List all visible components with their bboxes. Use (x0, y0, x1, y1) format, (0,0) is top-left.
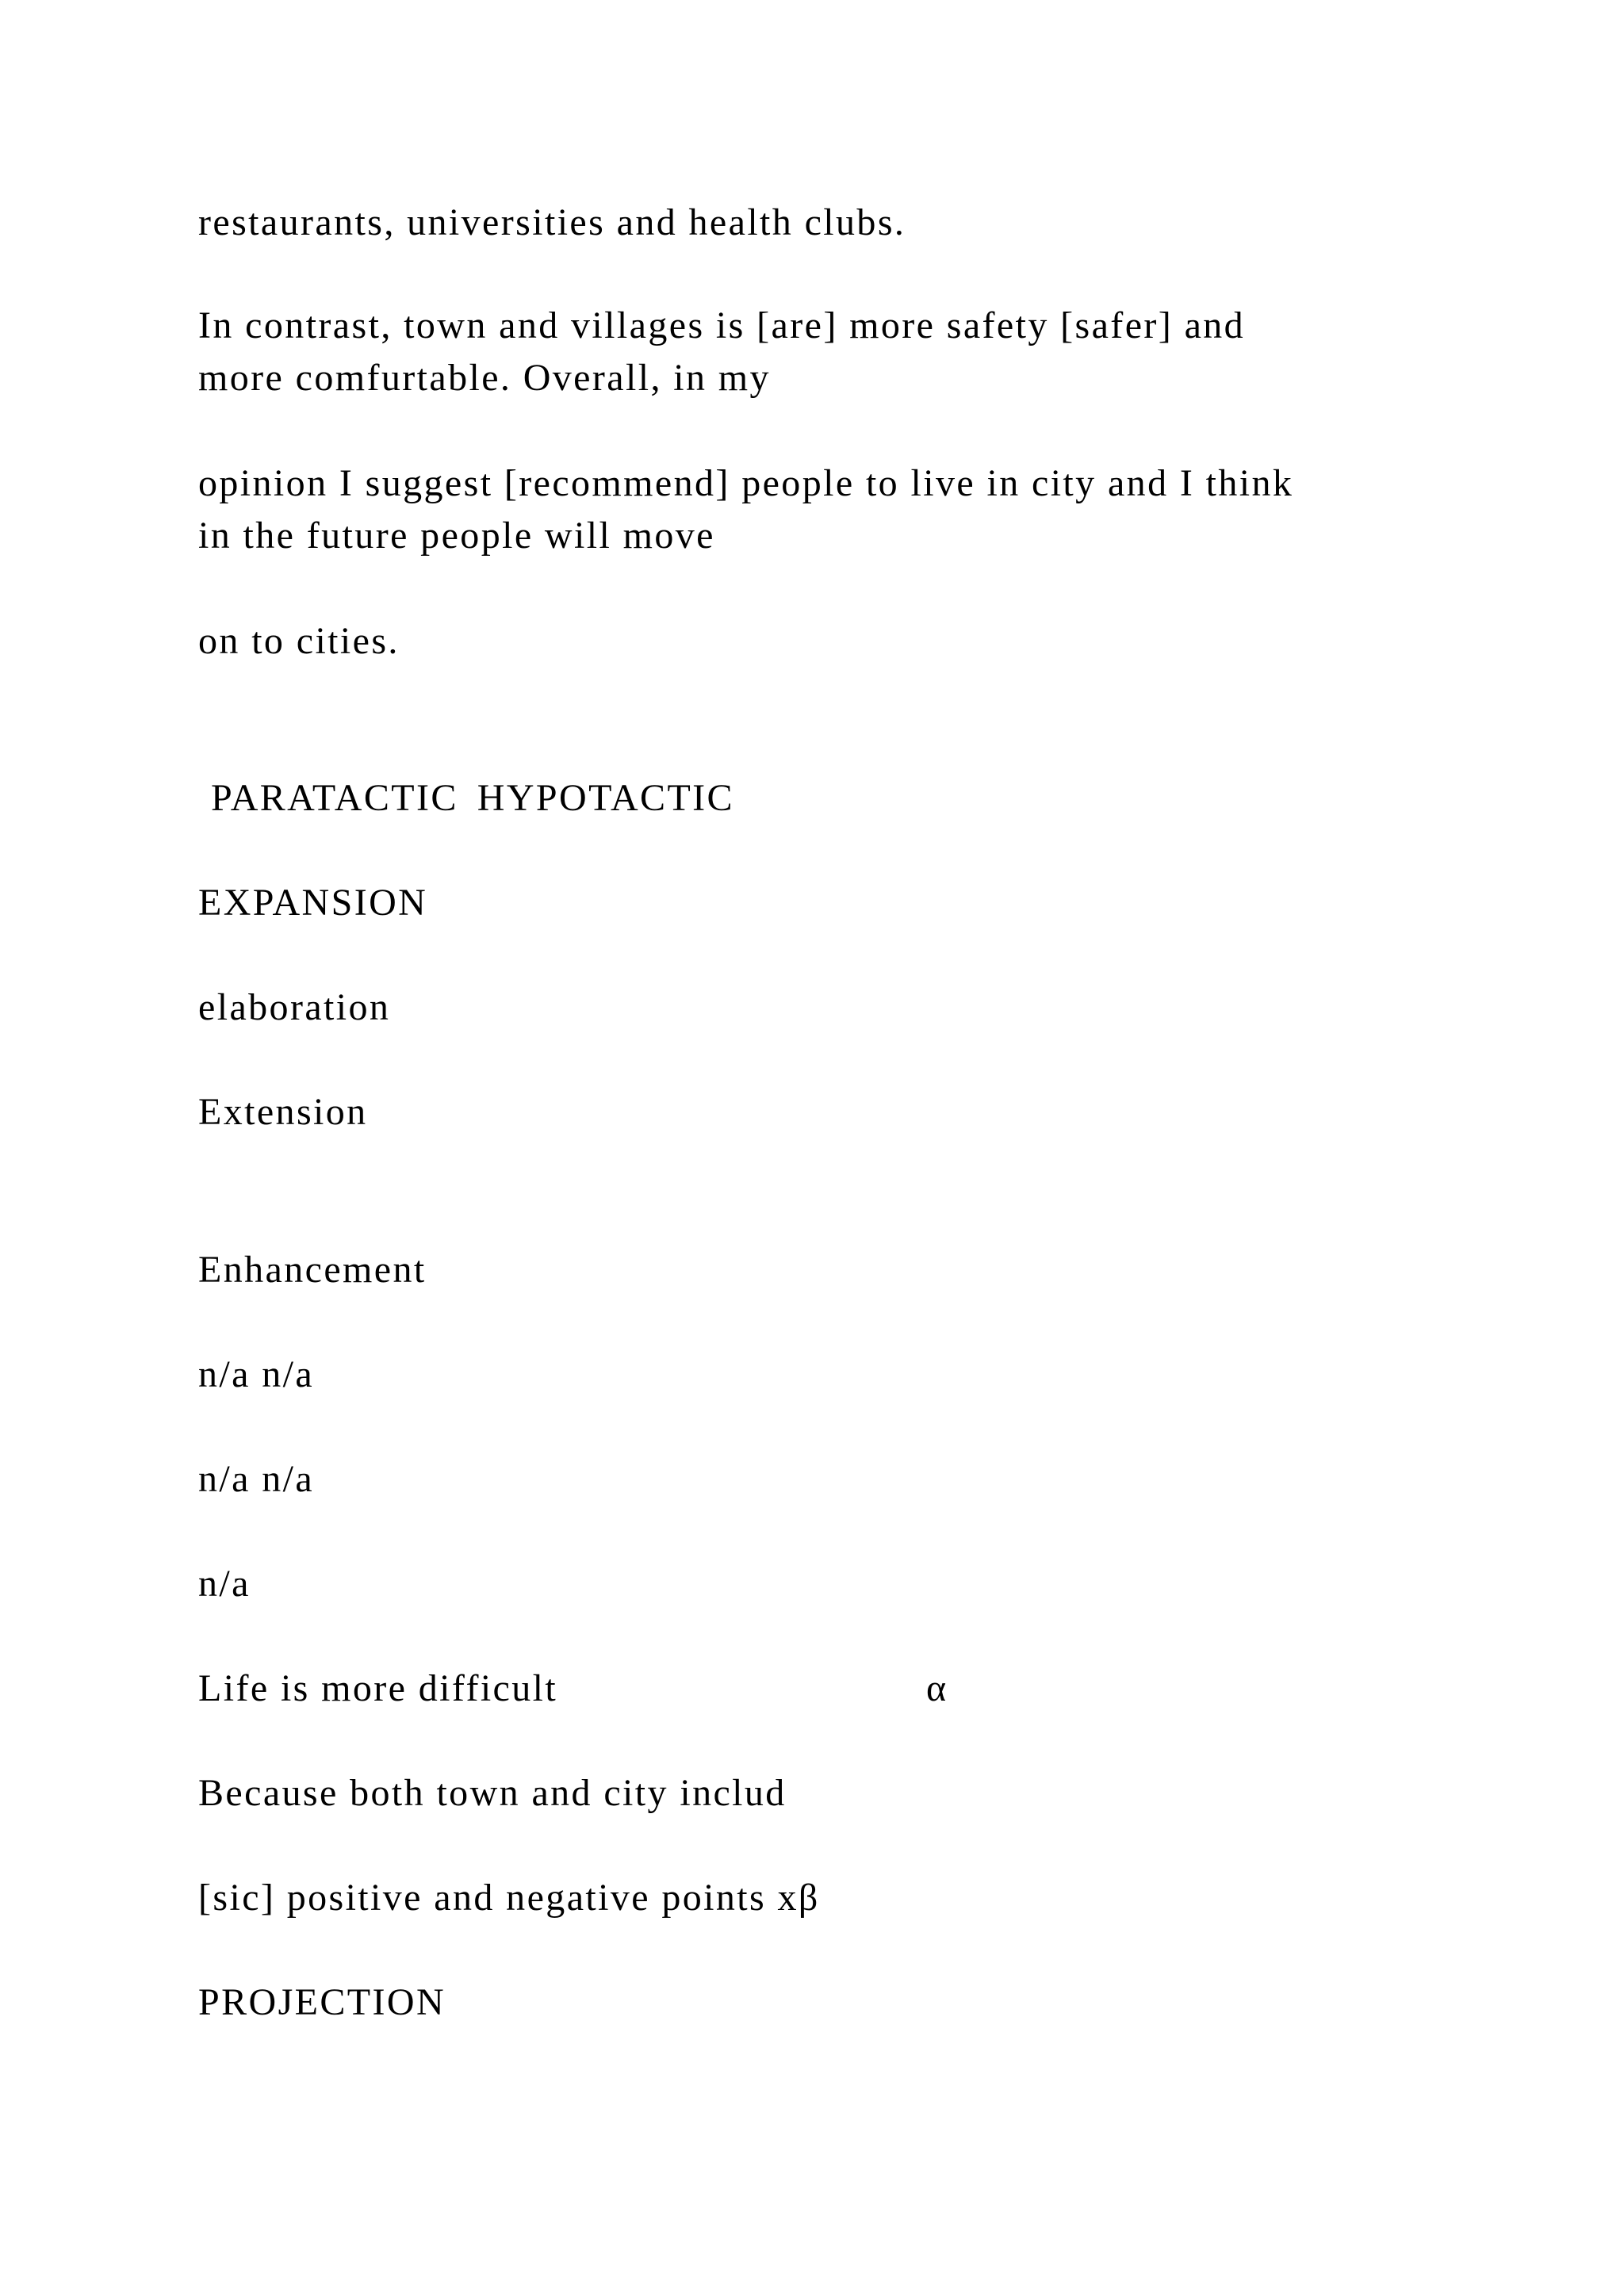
paragraph-text: on to cities. (198, 620, 400, 662)
label-expansion: EXPANSION (198, 882, 428, 924)
life-line: Life is more difficult (198, 1667, 558, 1709)
na-row: n/a (198, 1563, 251, 1605)
paragraph-text: In contrast, town and villages is [are] more safety [safer] and (198, 304, 1246, 346)
label-projection: PROJECTION (198, 1981, 446, 2023)
na-row: n/a n/a (198, 1353, 315, 1395)
paragraph-text: restaurants, universities and health clubs. (198, 201, 906, 243)
label-extension: Extension (198, 1091, 368, 1133)
paragraph-text: opinion I suggest [recommend] people to live in city and I think (198, 462, 1294, 504)
column-headings (211, 772, 734, 825)
alpha-symbol: α (926, 1667, 948, 1709)
na-row: n/a n/a (198, 1458, 315, 1500)
heading-hypotactic: HYPOTACTIC (477, 777, 734, 819)
because-line: Because both town and city includ (198, 1772, 787, 1814)
label-elaboration: elaboration (198, 986, 391, 1028)
sic-line: [sic] positive and negative points xβ (198, 1877, 820, 1919)
label-enhancement: Enhancement (198, 1249, 427, 1291)
heading-paratactic: PARATACTIC (211, 777, 458, 819)
paragraph-text: in the future people will move (198, 515, 715, 557)
paragraph-text: more comfurtable. Overall, in my (198, 357, 771, 399)
